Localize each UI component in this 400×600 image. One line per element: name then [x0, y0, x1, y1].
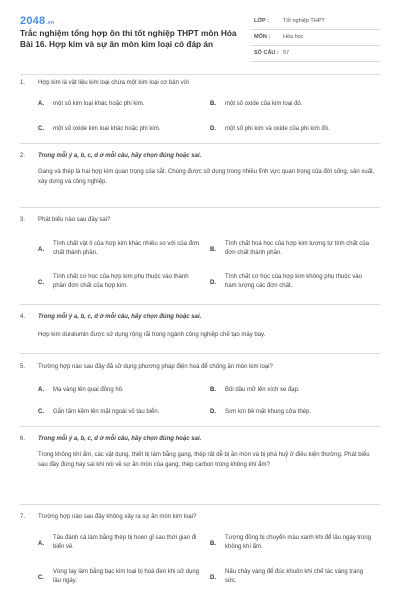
question-text: Phát biểu nào sau đây sai? — [38, 217, 111, 223]
option-label: C. — [38, 409, 44, 415]
question-number: 4. — [20, 314, 26, 320]
meta-key: SỐ CÂU : — [254, 50, 279, 56]
option-label: A. — [38, 541, 44, 547]
option-text: Tính chất vật lí của hợp kim khác nhiều so với của đơn chất thành phần. — [53, 241, 200, 256]
meta-value: 57 — [283, 50, 290, 56]
option-text: Vòng tay làm bằng bạc kim loại bị hoá đen khi sử dụng lâu ngày. — [53, 569, 200, 584]
option-label: B. — [210, 387, 216, 393]
option-label: C. — [38, 575, 44, 581]
meta-row-count — [250, 46, 380, 62]
option-text: một số oxide kim loại khác hoặc phi kim. — [53, 126, 161, 132]
divider — [20, 426, 380, 427]
question-passage: Gang và thép là hai hợp kim quan trọng của sắt. Chúng được sử dụng trong nhiều lĩnh vực quan trọng của đời sống, sản xuất, xây dựng và công nghiệp. — [38, 169, 375, 185]
option-label: A. — [38, 101, 44, 107]
option-text: Tượng đồng bị chuyển màu xanh khi để lâu ngày trong không khí ẩm. — [225, 535, 372, 550]
question-passage: Hợp kim duralumin được sử dụng rộng rãi trong ngành công nghiệp chế tạo máy bay. — [38, 332, 266, 338]
option-label: D. — [210, 126, 216, 132]
meta-row-grade — [250, 14, 380, 30]
option-text: Mạ vàng lên quai đồng hồ. — [53, 387, 124, 393]
divider — [20, 353, 380, 354]
option-text: Bôi dầu mỡ lên xích xe đạp. — [225, 387, 300, 393]
question-text: Trong mỗi ý a, b, c, d ở mỗi câu, hãy chọn đúng hoặc sai. — [38, 153, 202, 159]
question-number: 3. — [20, 217, 26, 223]
question-passage: Trong không khí ẩm, các vật dụng, thiết bị làm bằng gang, thép rất dễ bị ăn mòn và bị phá huỷ ở điều kiện thường. Phát biểu sau đây đúng hay sai khi nói về sự ăn mòn của gang, thép carbon trong không khí ẩm? — [38, 452, 370, 468]
option-label: C. — [38, 126, 44, 132]
option-text: Nấu chảy vàng để đúc khuôn khi chế tác vàng trang sức. — [225, 569, 364, 584]
option-label: D. — [210, 409, 216, 415]
option-label: B. — [210, 247, 216, 253]
meta-value: Tốt nghiệp THPT — [283, 18, 325, 24]
logo-main: 2048 — [20, 15, 46, 27]
option-text: một số oxide của kim loại đó. — [225, 101, 303, 107]
site-logo[interactable] — [20, 15, 54, 27]
question-number: 7. — [20, 514, 26, 520]
option-text: một số kim loại khác hoặc phi kim. — [53, 101, 145, 107]
divider — [20, 143, 380, 144]
header — [0, 0, 400, 66]
page-title: Trắc nghiệm tổng hợp ôn thi tốt nghiệp THPT môn Hóa Bài 16. Hợp kim và sự ăn mòn kim loại có đáp án — [20, 28, 237, 49]
option-text: Tính chất cơ học của hợp kim không phụ thuộc vào hàm lượng các đơn chất. — [225, 274, 362, 289]
option-text: Tính chất cơ học của hợp kim phụ thuộc vào thành phần đơn chất của hợp kim. — [53, 274, 189, 289]
meta-value: Hóa học — [283, 34, 304, 40]
question-number: 5. — [20, 364, 26, 370]
option-label: D. — [210, 575, 216, 581]
option-label: D. — [210, 280, 216, 286]
option-text: Tàu đánh cá làm bằng thép bị hoen gỉ sau thời gian đi biển về. — [53, 535, 197, 550]
question-text: Trường hợp nào sau đây đã sử dụng phương pháp điện hoá để chống ăn mòn kim loại? — [38, 364, 273, 370]
question-number: 6. — [20, 436, 26, 442]
option-label: C. — [38, 280, 44, 286]
question-number: 1. — [20, 80, 26, 86]
question-text: Trường hợp nào sau đây không xảy ra sự ăn mòn kim loại? — [38, 514, 197, 520]
question-text: Trong mỗi ý a, b, c, d ở mỗi câu, hãy chọn đúng hoặc sai. — [38, 314, 202, 320]
option-label: B. — [210, 541, 216, 547]
divider — [20, 304, 380, 305]
divider — [20, 74, 380, 75]
meta-row-subject — [250, 30, 380, 46]
question-text: Trong mỗi ý a, b, c, d ở mỗi câu, hãy chọn đúng hoặc sai. — [38, 436, 202, 442]
divider — [20, 207, 380, 208]
option-label: B. — [210, 101, 216, 107]
meta-key: MÔN : — [254, 34, 271, 40]
option-text: Gắn tấm kẽm lên mặt ngoài vỏ tàu biển. — [53, 409, 160, 415]
option-label: A. — [38, 387, 44, 393]
meta-table — [250, 14, 380, 62]
divider — [20, 504, 380, 505]
logo-tld: .vn — [46, 20, 55, 26]
option-label: A. — [38, 247, 44, 253]
question-number: 2. — [20, 153, 26, 159]
option-text: Tính chất hoá học của hợp kim tương tự tính chất của đơn chất thành phần. — [225, 241, 369, 256]
meta-key: LỚP : — [254, 18, 269, 24]
option-text: Sơn kín bề mặt khung cửa thép. — [225, 409, 312, 415]
question-text: Hợp kim là vật liệu kim loại chứa một kim loại cơ bản với — [38, 80, 189, 86]
option-text: một số phi kim và oxide của phi kim đó. — [225, 126, 330, 132]
